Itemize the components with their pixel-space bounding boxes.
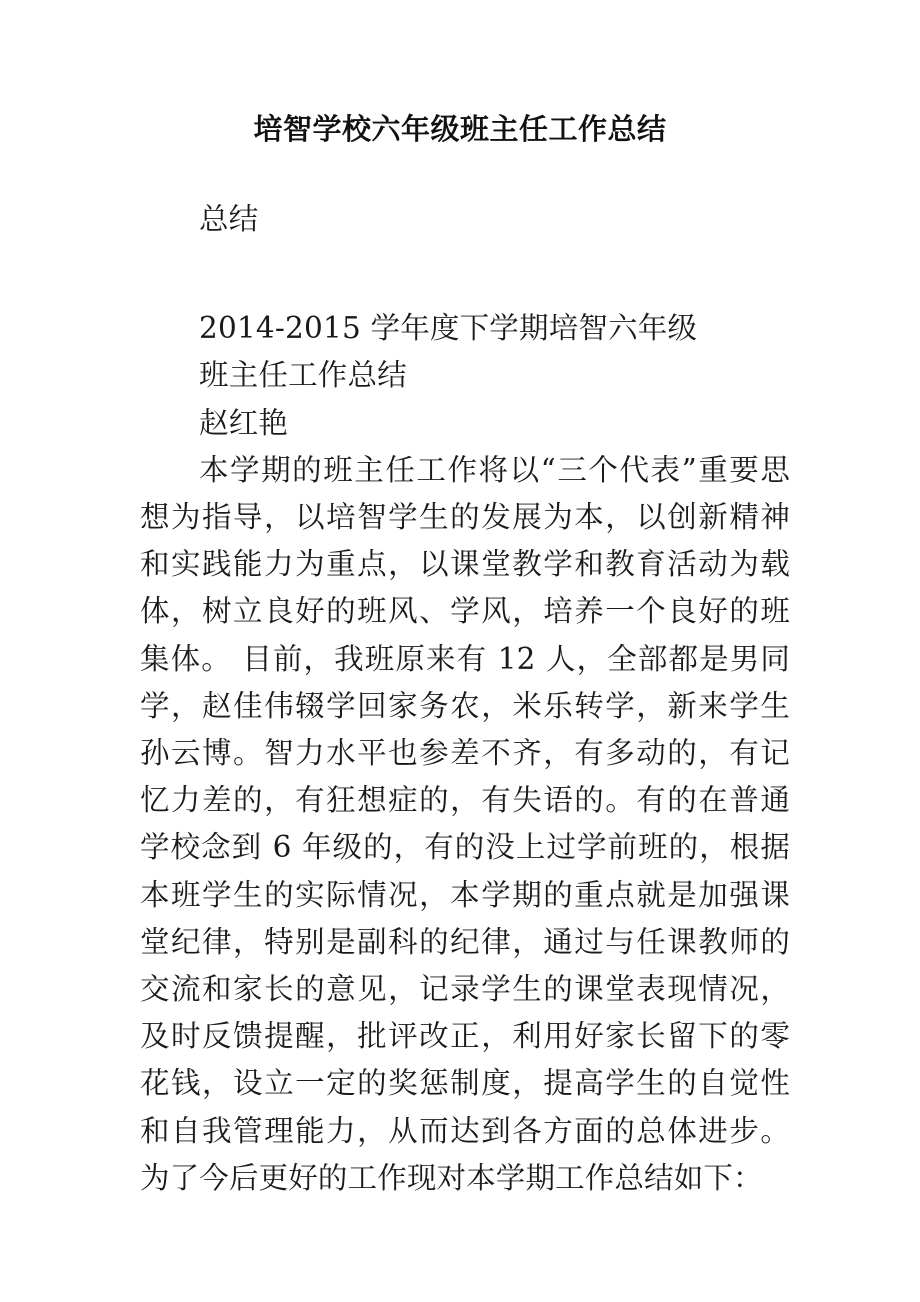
section-label-text: 总结 — [199, 202, 259, 236]
body-paragraph: 本学期的班主任工作将以“三个代表”重要思想为指导，以培智学生的发展为本，以创新精神和实践能力为重点，以课堂教学和教育活动为载体，树立良好的班风、学风，培养一个良好的班集体。 目前，我班原来有 12 人，全部都是男同学，赵佳伟辍学回家务农，米乐转学，新来学生孙云博。智力水平也参差不齐，有多动的，有记忆力差的，有狂想症的，有失语的。有的在普通学校念到 6 年级的，有的没上过学前班的，根据本班学生的实际情况，本学期的重点就是加强课堂纪律，特别是副科的纪律，通过与任课教师的交流和家长的意见，记录学生的课堂表现情况，及时反馈提醒，批评改正，利用好家长留下的零花钱，设立一定的奖惩制度，提高学生的自觉性和自我管理能力，从而达到各方面的总体进步。为了今后更好的工作现对本学期工作总结如下： — [140, 452, 790, 1195]
author-line — [140, 400, 790, 447]
heading-line-report-name — [140, 352, 790, 399]
vertical-spacer — [140, 243, 790, 305]
heading-line-report-name-text: 班主任工作总结 — [199, 358, 407, 393]
section-label — [140, 196, 790, 243]
heading-line-academic-year — [140, 305, 790, 352]
author-name: 赵红艳 — [199, 405, 289, 440]
document-body — [140, 196, 790, 1202]
page-title: 培智学校六年级班主任工作总结 — [253, 112, 667, 146]
heading-line-academic-year-text: 2014-2015 学年度下学期培智六年级 — [199, 311, 698, 346]
